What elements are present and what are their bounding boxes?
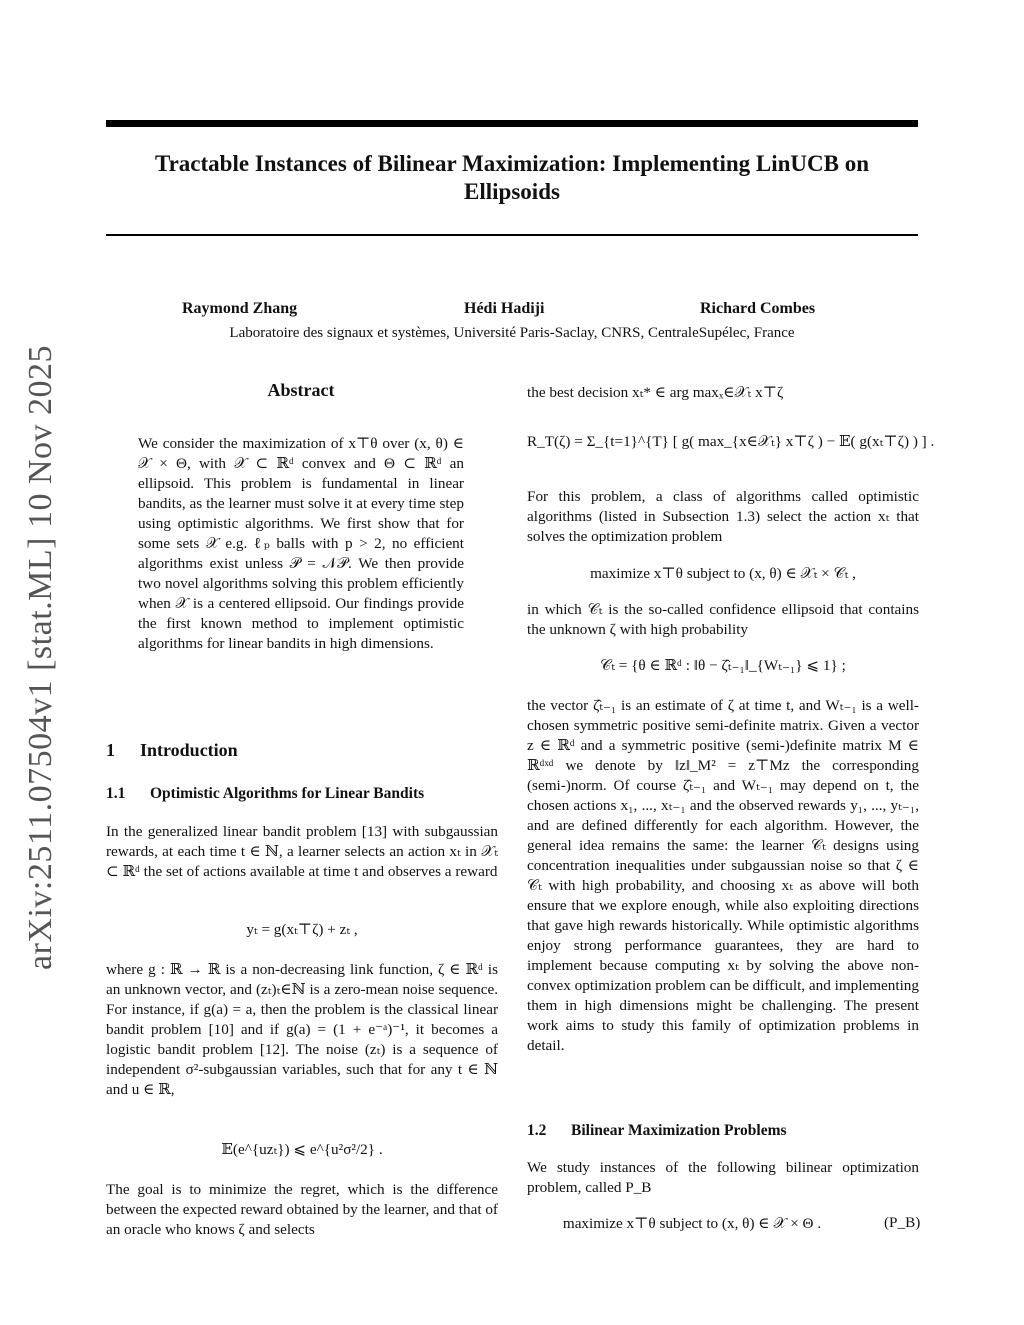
author-list <box>106 300 918 322</box>
left-paragraph-2 <box>106 960 498 1100</box>
paragraph-text: the best decision xₜ* ∈ arg maxₓ∈𝒳ₜ x⊤ζ <box>527 384 784 401</box>
abstract-text <box>138 434 464 654</box>
title-top-rule <box>106 120 918 127</box>
section-title: Introduction <box>140 740 238 760</box>
equation-bilinear: maximize x⊤θ subject to (x, θ) ∈ 𝒳 × Θ . <box>562 1215 822 1232</box>
subsection-number: 1.2 <box>527 1122 547 1139</box>
subsection-title: Optimistic Algorithms for Linear Bandits <box>150 785 425 802</box>
paragraph-text: in which 𝒞ₜ is the so-called confidence ellipsoid that contains the unknown ζ with high probability <box>527 601 919 638</box>
subsection-heading-1-2 <box>527 1122 787 1140</box>
equation-tag: (P_B) <box>884 1214 921 1231</box>
right-paragraph-4 <box>527 696 919 1056</box>
title-bottom-rule <box>106 234 918 236</box>
left-paragraph-1 <box>106 822 498 882</box>
right-paragraph-5 <box>527 1158 919 1198</box>
subsection-heading-1-1 <box>106 785 424 803</box>
equation-confidence-set: 𝒞ₜ = {θ ∈ ℝᵈ : ‖θ − ζ̂ₜ₋₁‖_{Wₜ₋₁} ⩽ 1} ; <box>600 657 846 674</box>
section-heading-introduction <box>106 740 238 761</box>
affiliation: Laboratoire des signaux et systèmes, Université Paris-Saclay, CNRS, CentraleSupélec, France <box>229 325 795 341</box>
left-paragraph-3 <box>106 1180 498 1240</box>
author-2: Hédi Hadiji <box>464 300 545 317</box>
abstract-heading: Abstract <box>267 380 335 400</box>
paragraph-text: where g : ℝ → ℝ is a non-decreasing link function, ζ ∈ ℝᵈ is an unknown vector, and (zₜ)ₜ∈ℕ is a zero-mean noise sequence. For instance, if g(a) = a, then the problem is the classical linear bandit problem [10] and if g(a) = (1 + e⁻ᵃ)⁻¹, it becomes a logistic bandit problem [12]. The noise (zₜ) is a sequence of independent σ²-subgaussian variables, such that for any t ∈ ℕ and u ∈ ℝ, <box>106 961 498 1098</box>
subsection-title: Bilinear Maximization Problems <box>571 1122 787 1139</box>
author-3: Richard Combes <box>700 300 816 317</box>
equation-regret: R_T(ζ) = Σ_{t=1}^{T} [ g( max_{x∈𝒳ₜ} x⊤ζ ) − 𝔼( g(xₜ⊤ζ) ) ] . <box>527 433 935 450</box>
equation-optimization: maximize x⊤θ subject to (x, θ) ∈ 𝒳ₜ × 𝒞ₜ , <box>590 565 856 582</box>
equation-reward: yₜ = g(xₜ⊤ζ) + zₜ , <box>246 921 358 938</box>
section-number: 1 <box>106 740 115 760</box>
paragraph-text: For this problem, a class of algorithms called optimistic algorithms (listed in Subsection 1.3) select the action xₜ that solves the optimization problem <box>527 488 919 545</box>
paragraph-text: The goal is to minimize the regret, which is the difference between the expected reward obtained by the learner, and that of an oracle who knows ζ and selects <box>106 1181 498 1238</box>
paper-title: Tractable Instances of Bilinear Maximization: Implementing LinUCB on Ellipsoids <box>154 151 870 204</box>
subsection-number: 1.1 <box>106 785 126 802</box>
paragraph-text: In the generalized linear bandit problem [13] with subgaussian rewards, at each time t ∈ ℕ, a learner selects an action xₜ in 𝒳ₜ ⊂ ℝᵈ the set of actions available at time t and observes a reward <box>106 823 498 880</box>
arxiv-identifier: arXiv:2511.07504v1 [stat.ML] 10 Nov 2025 <box>22 344 59 970</box>
right-paragraph-2 <box>527 487 919 547</box>
paragraph-text: the vector ζ̂ₜ₋₁ is an estimate of ζ at time t, and Wₜ₋₁ is a well-chosen symmetric positive semi-definite matrix. Given a vector z ∈ ℝᵈ and a symmetric positive (semi-)definite matrix M ∈ ℝᵈˣᵈ we denote by ‖z‖_M² = z⊤Mz the corresponding (semi-)norm. Of course ζ̂ₜ₋₁ and Wₜ₋₁ may depend on t, the chosen actions x₁, ..., xₜ₋₁ and the observed rewards y₁, ..., yₜ₋₁, and are defined differently for each algorithm. However, the general idea remains the same: the learner 𝒞ₜ designs using concentration inequalities under subgaussian noise so that ζ ∈ 𝒞ₜ with high probability, and choosing xₜ as above will both ensure that we explore enough, while also exploiting directions that gave high rewards historically. While optimistic algorithms enjoy strong performance guarantees, they are hard to implement because computing xₜ by solving the above non-convex optimization problem can be difficult, and implementing them in high dimensions might be challenging. The present work aims to study this family of optimization problems in detail. <box>527 697 919 1054</box>
equation-subgaussian: 𝔼(e^{uzₜ}) ⩽ e^{u²σ²/2} . <box>221 1141 383 1158</box>
abstract-paragraph: We consider the maximization of x⊤θ over (x, θ) ∈ 𝒳 × Θ, with 𝒳 ⊂ ℝᵈ convex and Θ ⊂ ℝᵈ an ellipsoid. This problem is fundamental in linear bandits, as the learner must solve it at every time step using optimistic algorithms. We first show that for some sets 𝒳 e.g. ℓₚ balls with p > 2, no efficient algorithms exist unless 𝒫 = 𝒩𝒫. We then provide two novel algorithms solving this problem efficiently when 𝒳 is a centered ellipsoid. Our findings provide the first known method to implement optimistic algorithms for linear bandits in high dimensions. <box>138 435 464 652</box>
right-paragraph-3 <box>527 600 919 640</box>
author-1: Raymond Zhang <box>182 300 298 317</box>
right-paragraph-1 <box>527 383 919 403</box>
paragraph-text: We study instances of the following bilinear optimization problem, called P_B <box>527 1159 919 1196</box>
